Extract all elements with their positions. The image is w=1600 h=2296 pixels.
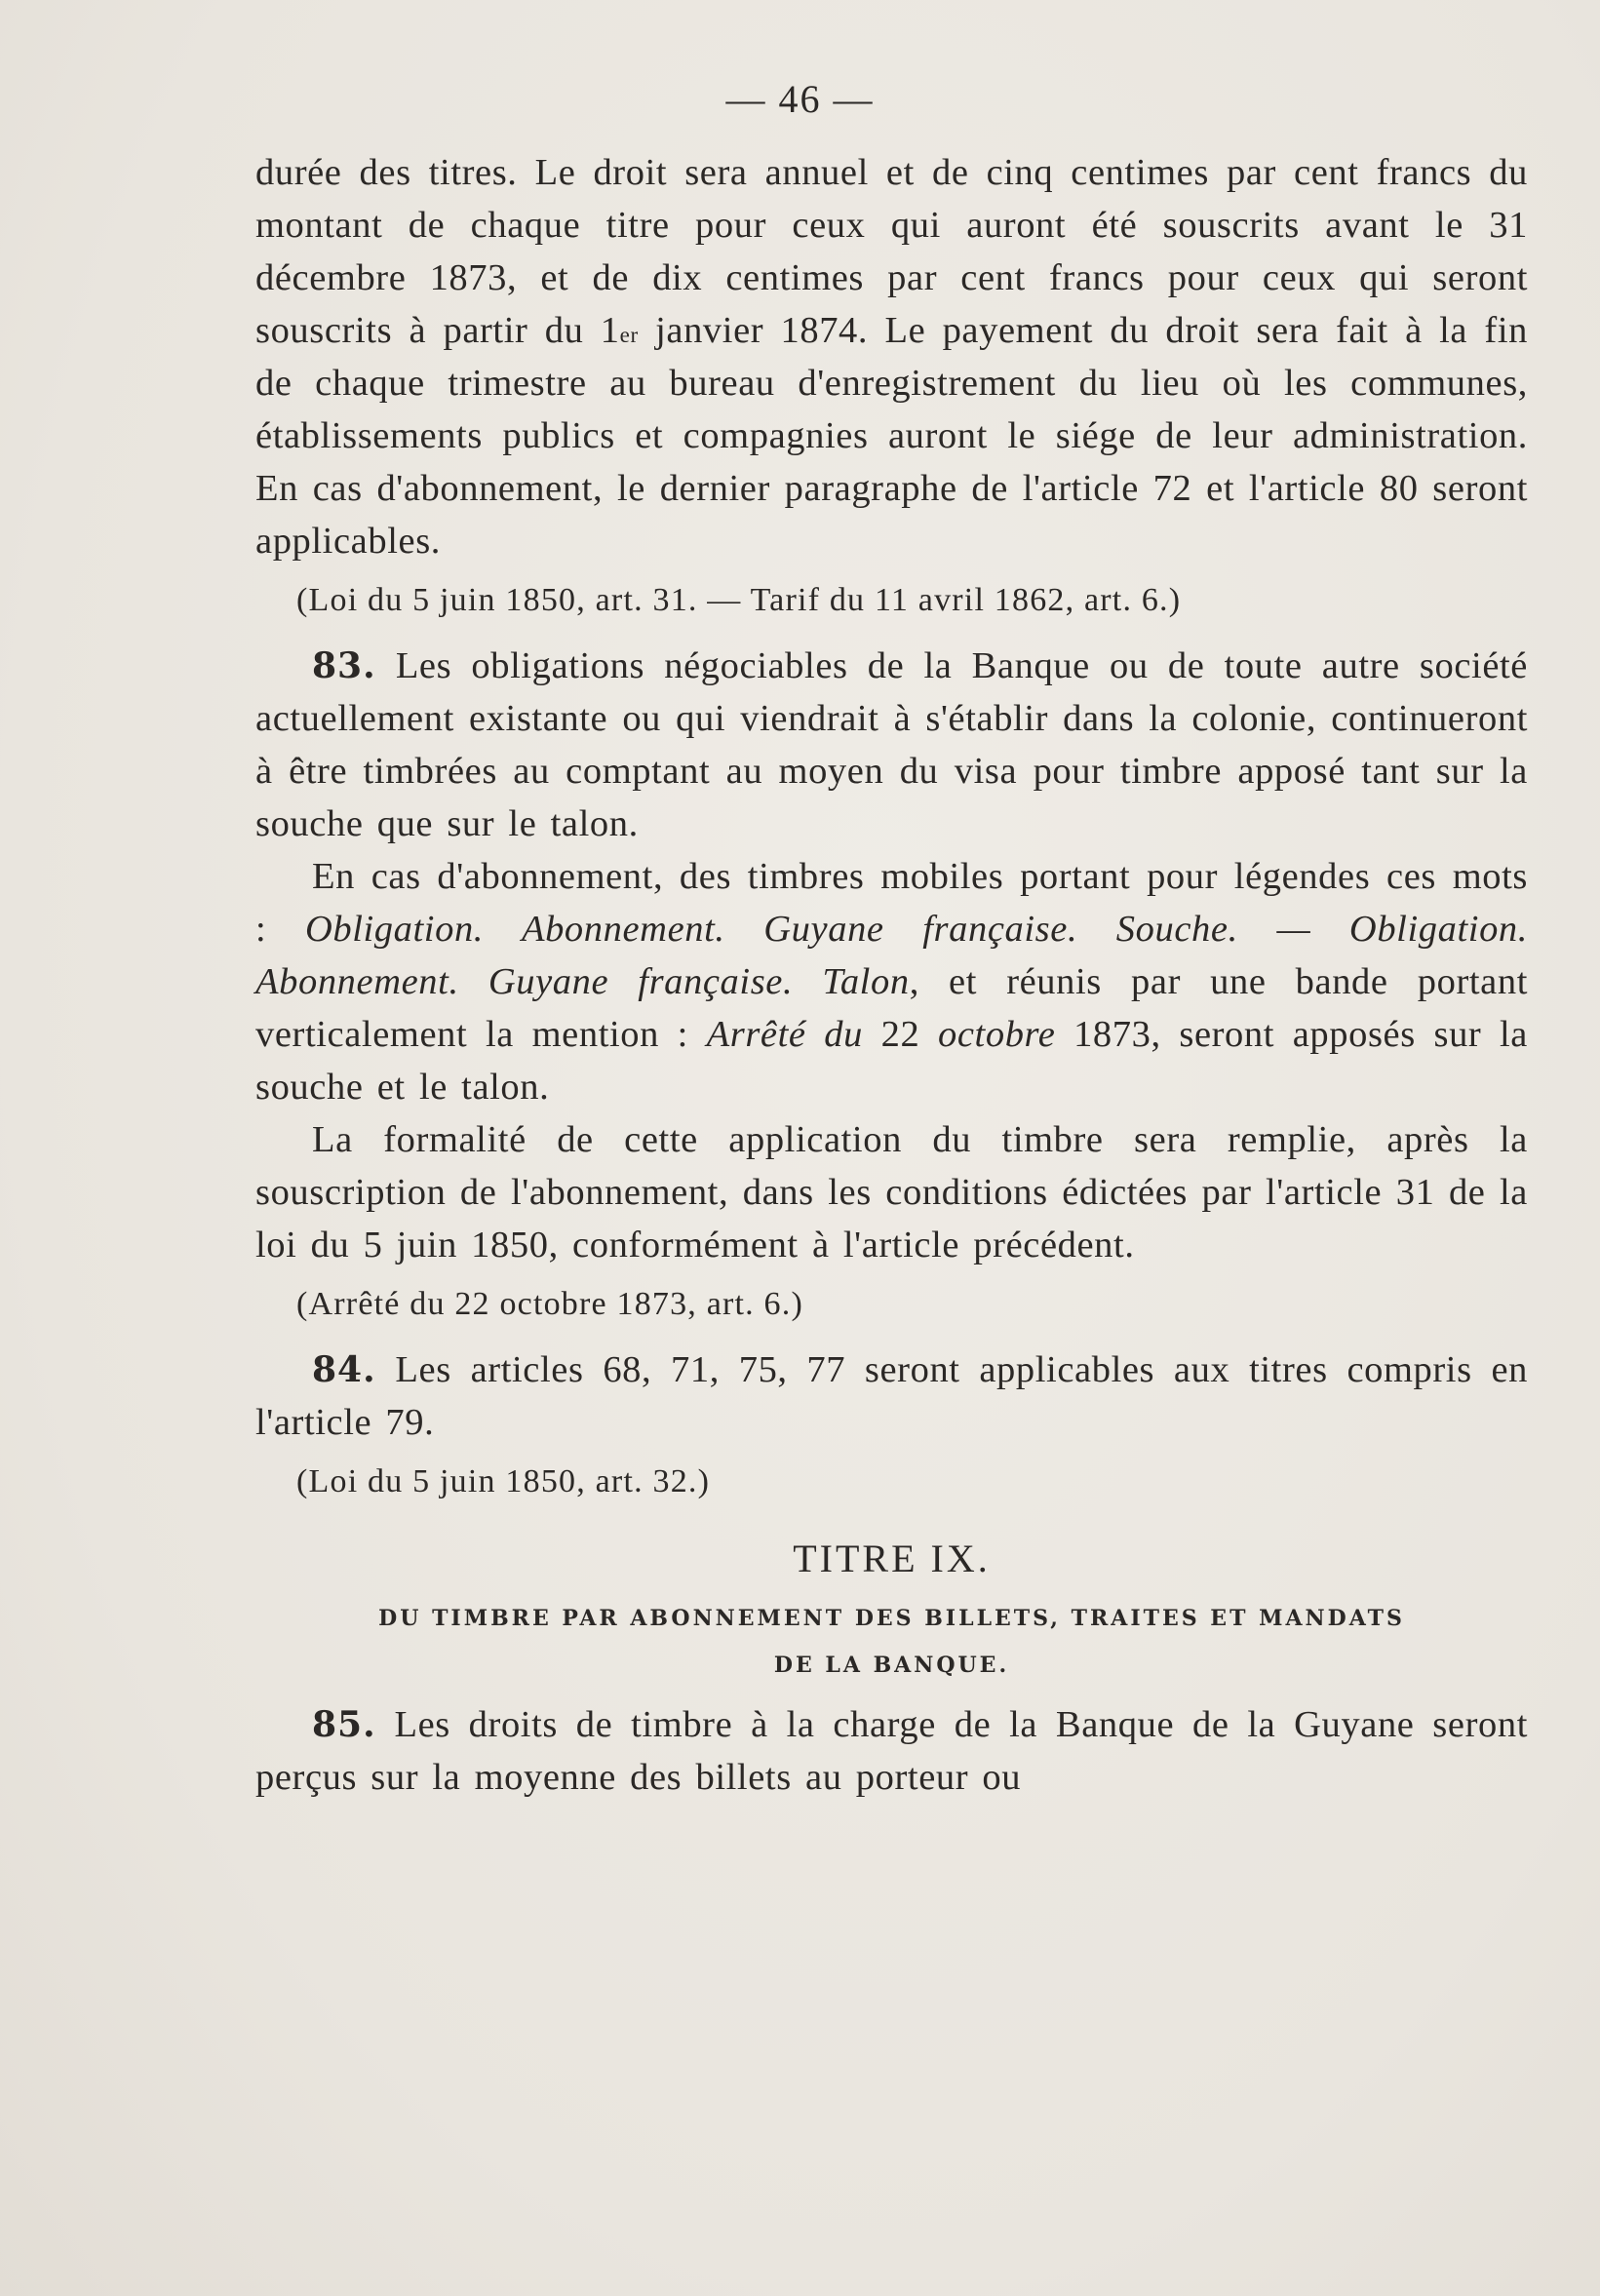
article-83-paragraph-2	[255, 850, 1528, 1113]
article-84	[255, 1343, 1528, 1449]
source-citation-2: (Arrêté du 22 octobre 1873, art. 6.)	[296, 1286, 803, 1322]
paragraph-continuation	[255, 146, 1528, 567]
paragraph-text-rest: janvier 1874. Le payement du droit sera fait à la fin de chaque trimestre au bureau d'enregistrement du lieu où les communes, établissements publics et compagnies auront le siége de leur administration. En cas d'abonnement, le dernier paragraphe de l'article 72 et l'article 80 seront applicables.	[255, 310, 1528, 562]
article-number-83: 83.	[312, 645, 376, 686]
article-85	[255, 1698, 1528, 1804]
section-subtitle-line-2: DE LA BANQUE.	[773, 1653, 1010, 1678]
article-83	[255, 640, 1528, 850]
article-83-text: Les obligations négociables de la Banque ou de toute autre société actuellement existante ou qui viendrait à s'établir dans la colonie, continueront à être timbrées au comptant au moyen du visa pour timbre apposé tant sur la souche que sur le talon.	[255, 645, 1528, 844]
article-83-p2-text-c: 22	[862, 1014, 939, 1055]
article-number-84: 84.	[312, 1349, 376, 1390]
source-citation-3: (Loi du 5 juin 1850, art. 32.)	[296, 1463, 711, 1499]
article-83-p2-text-a: En cas d'abonnement, des timbres mobiles portant pour légendes ces mots :	[255, 856, 1528, 950]
article-83-p2-text-d: 1873, seront apposés sur la souche et le talon.	[255, 1014, 1528, 1108]
page-number: — 46 —	[725, 77, 875, 121]
octobre-italic: octobre	[938, 1014, 1056, 1055]
article-number-85: 85.	[312, 1704, 376, 1745]
article-85-text: Les droits de timbre à la charge de la Banque de la Guyane seront perçus sur la moyenne des billets au porteur ou	[255, 1704, 1528, 1798]
section-title: TITRE IX.	[793, 1537, 991, 1580]
paragraph-text: durée des titres. Le droit sera annuel et de cinq centimes par cent francs du montant de chaque titre pour ceux qui auront été souscrits avant le 31 décembre 1873, et de dix centimes par cent francs pour ceux qui seront souscrits à partir du 1	[255, 152, 1528, 351]
arrete-italic: Arrêté du	[706, 1014, 863, 1055]
article-84-text: Les articles 68, 71, 75, 77 seront applicables aux titres compris en l'article 79.	[255, 1349, 1528, 1443]
page-body	[255, 146, 1528, 1804]
section-subtitle-line-1: DU TIMBRE PAR ABONNEMENT DES BILLETS, TRAITES ET MANDATS	[378, 1606, 1405, 1631]
stamp-legend-italic: Obligation. Abonnement. Guyane française. Souche. — Obligation. Abonnement. Guyane française. Talon	[255, 909, 1528, 1002]
article-83-p2-text-b: , et réunis par une bande portant verticalement la mention :	[255, 961, 1528, 1055]
article-83-paragraph-3: La formalité de cette application du timbre sera remplie, après la souscription de l'abonnement, dans les conditions édictées par l'article 31 de la loi du 5 juin 1850, conformément à l'article précédent.	[255, 1119, 1528, 1265]
superscript-er: er	[619, 322, 639, 347]
source-citation-1: (Loi du 5 juin 1850, art. 31. — Tarif du 11 avril 1862, art. 6.)	[296, 582, 1182, 618]
